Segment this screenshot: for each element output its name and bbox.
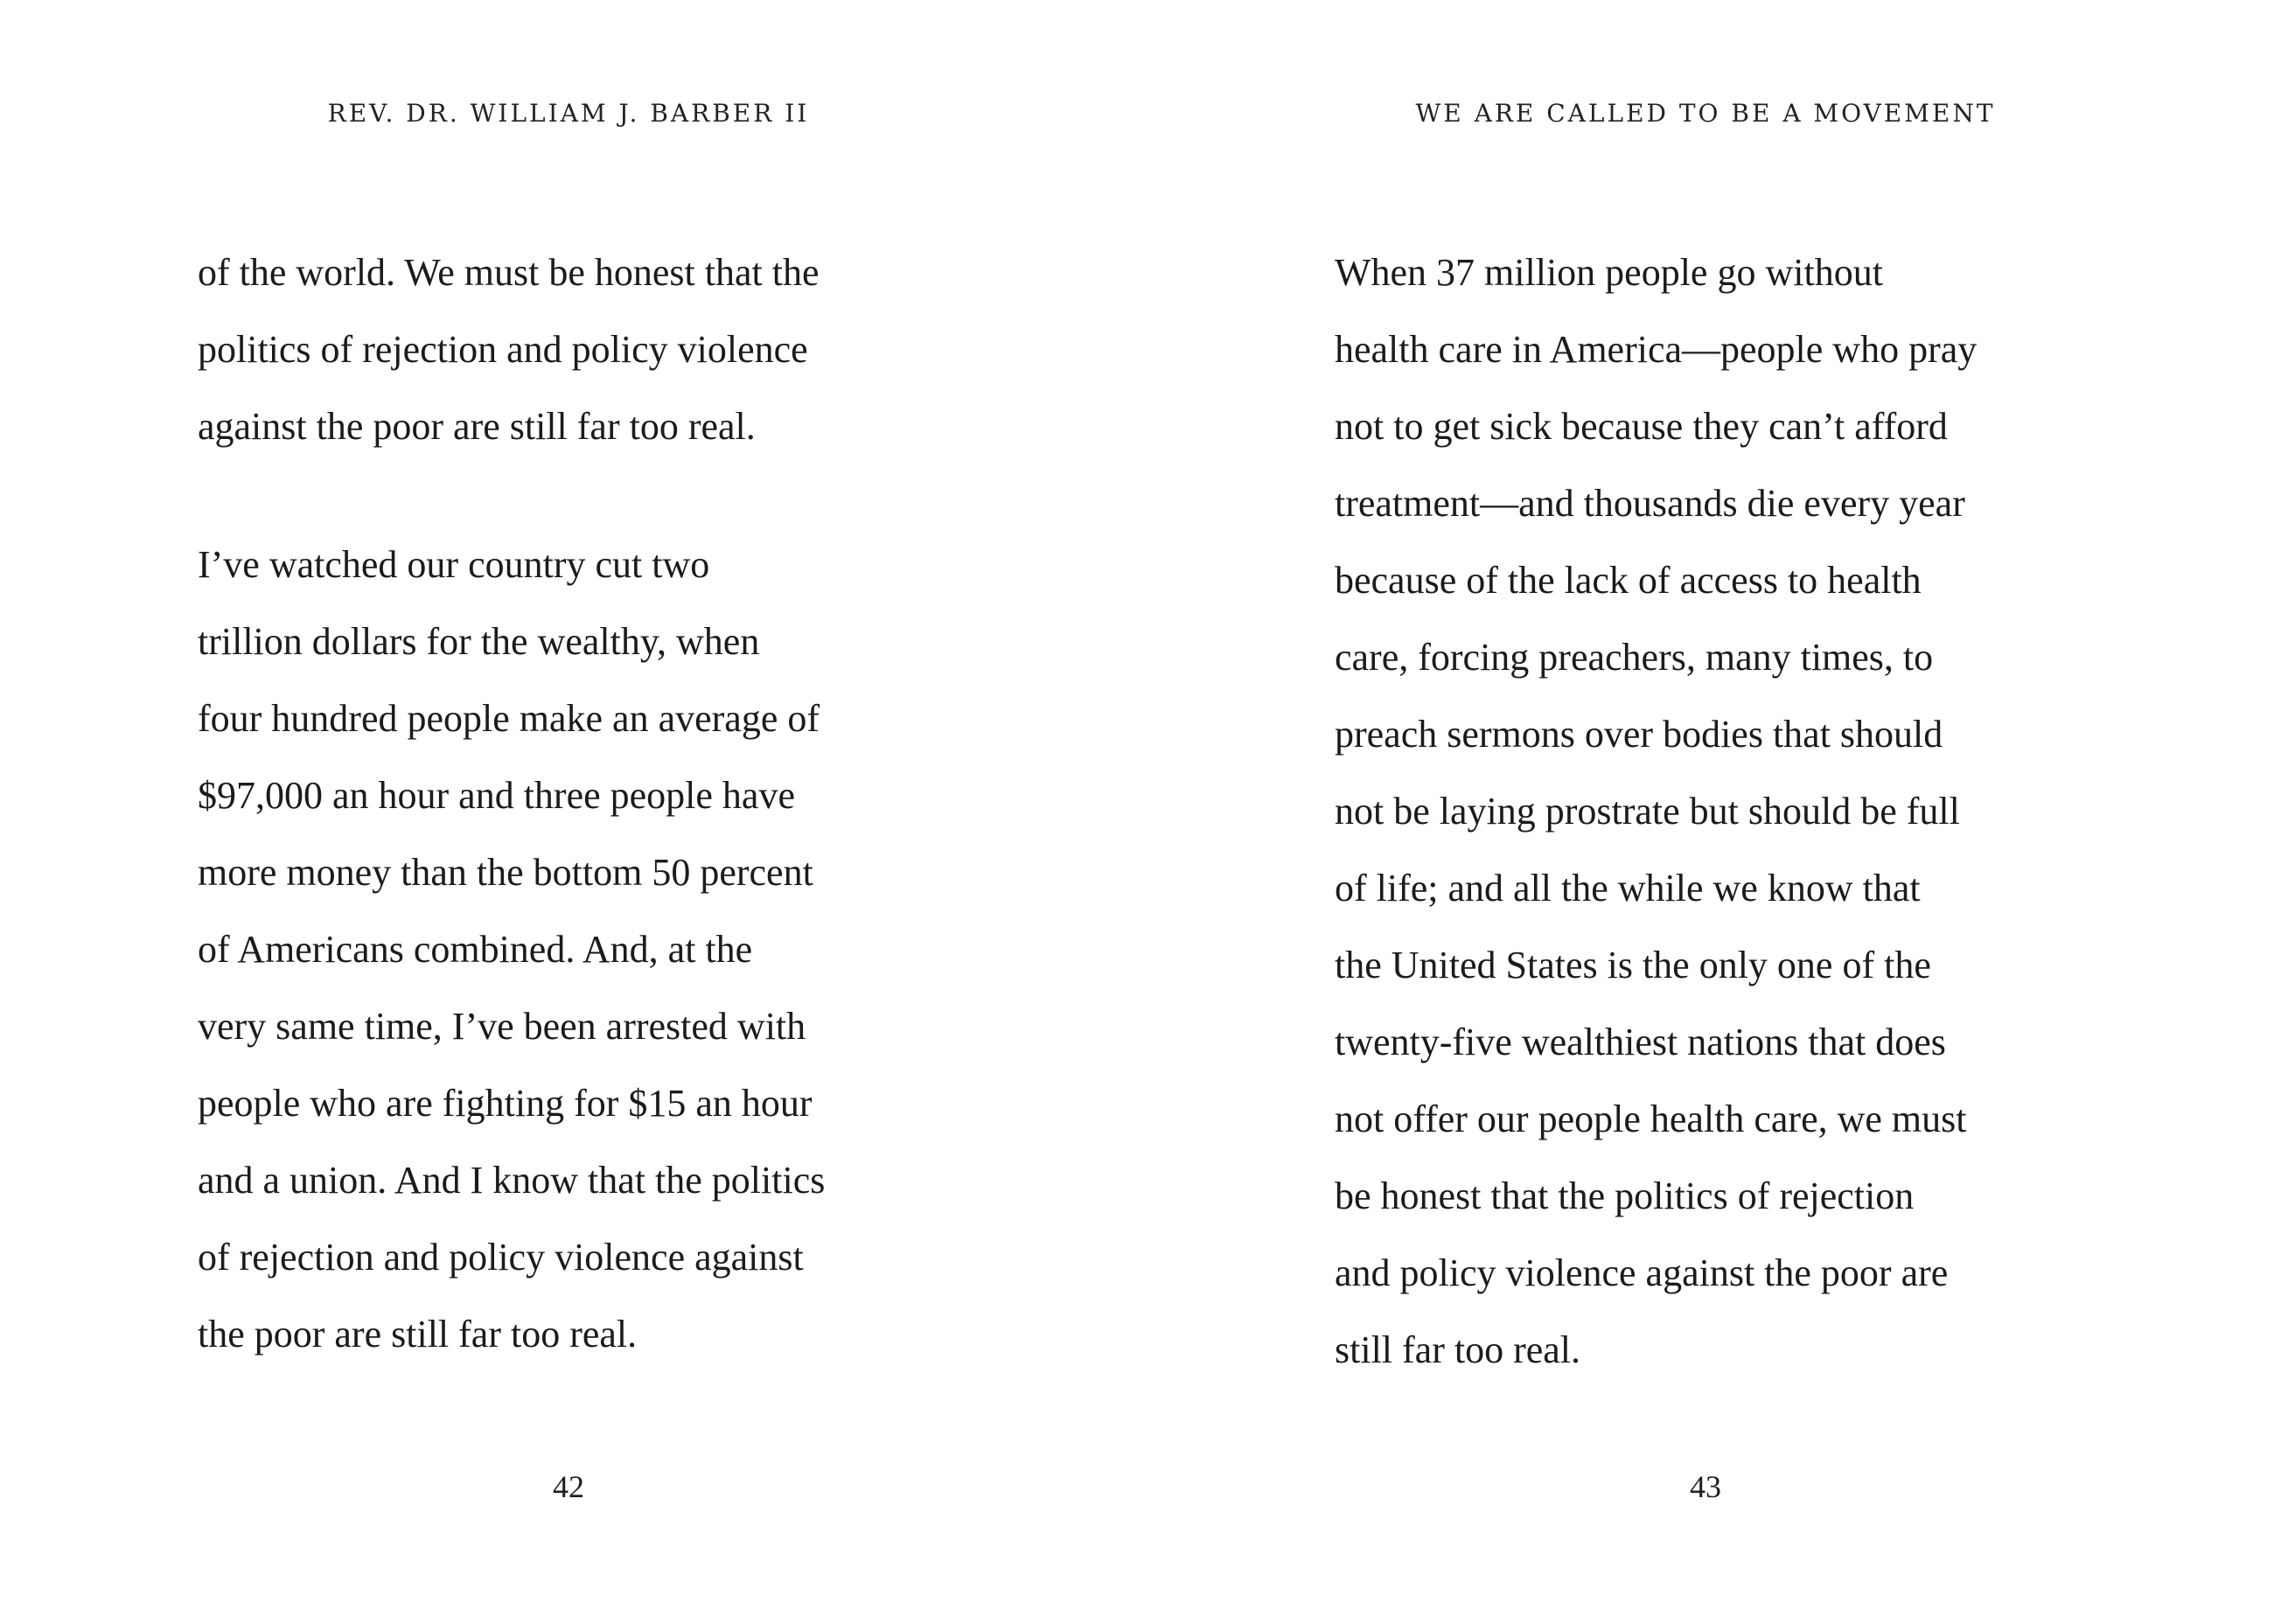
text-line: care, forcing preachers, many times, to bbox=[1335, 636, 1934, 679]
text-line: politics of rejection and policy violence bbox=[198, 328, 808, 371]
text-line: of Americans combined. And, at the bbox=[198, 928, 753, 971]
text-line: four hundred people make an average of bbox=[198, 697, 820, 740]
text-line: because of the lack of access to health bbox=[1335, 559, 1922, 602]
text-line: trillion dollars for the wealthy, when bbox=[198, 620, 760, 663]
paragraph bbox=[1335, 234, 2122, 1389]
page-right-body bbox=[1335, 234, 2122, 1389]
page-number-left: 42 bbox=[553, 1469, 584, 1504]
text-line: not to get sick because they can’t afford bbox=[1335, 405, 1948, 448]
running-header-right: WE ARE CALLED TO BE A MOVEMENT bbox=[1415, 99, 1996, 128]
text-line: treatment—and thousands die every year bbox=[1335, 482, 1965, 525]
text-line: I’ve watched our country cut two bbox=[198, 543, 710, 586]
text-line: of life; and all the while we know that bbox=[1335, 867, 1921, 910]
text-line: of the world. We must be honest that the bbox=[198, 251, 820, 294]
page-left-body bbox=[198, 234, 985, 1373]
text-line: very same time, I’ve been arrested with bbox=[198, 1005, 806, 1048]
text-line: not offer our people health care, we must bbox=[1335, 1098, 1967, 1140]
paragraph bbox=[198, 234, 985, 465]
page-right bbox=[1137, 0, 2274, 1624]
text-line: $97,000 an hour and three people have bbox=[198, 774, 795, 817]
page-number-right: 43 bbox=[1690, 1469, 1721, 1504]
text-line: When 37 million people go without bbox=[1335, 251, 1883, 294]
paragraph bbox=[198, 526, 985, 1373]
running-header-left: REV. DR. WILLIAM J. BARBER II bbox=[327, 99, 810, 128]
text-line: preach sermons over bodies that should bbox=[1335, 713, 1943, 756]
text-line: and a union. And I know that the politics bbox=[198, 1159, 826, 1202]
text-line: of rejection and policy violence against bbox=[198, 1236, 804, 1279]
text-line: the poor are still far too real. bbox=[198, 1313, 638, 1356]
text-line: be honest that the politics of rejection bbox=[1335, 1174, 1915, 1217]
text-line: still far too real. bbox=[1335, 1328, 1581, 1371]
text-line: twenty-five wealthiest nations that does bbox=[1335, 1021, 1946, 1063]
text-line: and policy violence against the poor are bbox=[1335, 1251, 1949, 1294]
text-line: against the poor are still far too real. bbox=[198, 405, 756, 448]
text-line: the United States is the only one of the bbox=[1335, 944, 1931, 986]
text-line: not be laying prostrate but should be full bbox=[1335, 790, 1960, 833]
text-line: people who are fighting for $15 an hour bbox=[198, 1082, 813, 1125]
text-line: more money than the bottom 50 percent bbox=[198, 851, 813, 894]
text-line: health care in America—people who pray bbox=[1335, 328, 1978, 371]
